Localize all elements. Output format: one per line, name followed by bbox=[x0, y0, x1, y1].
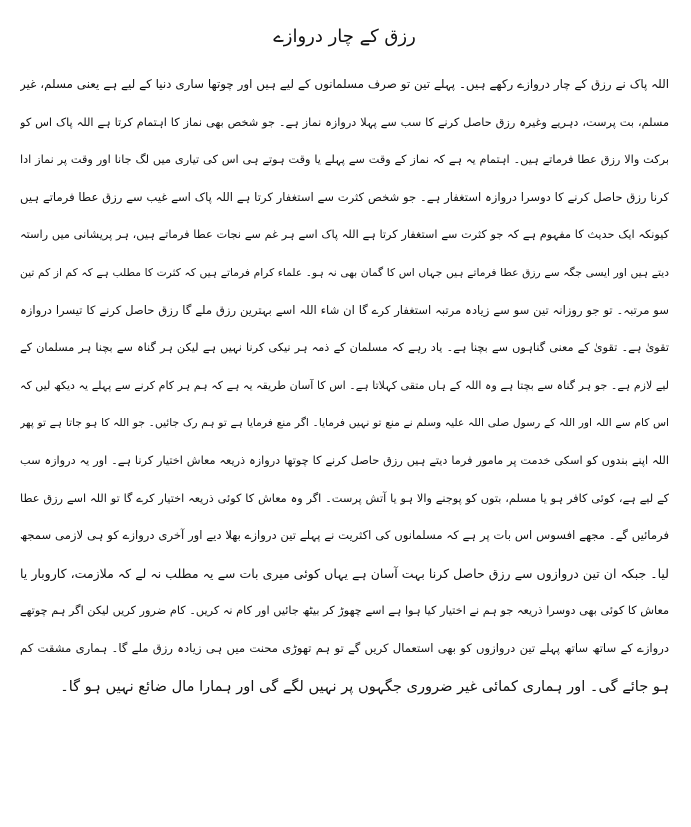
paragraph-line: مسلم، بت پرست، دہریے وغیرہ رزق حاصل کرنے کا سب سے پہلا دروازہ نماز ہے۔ جو شخص بھی نماز کا اہتمام کرتا ہے اللہ پاک اس کو bbox=[20, 115, 669, 129]
paragraph-line: اس کام سے اللہ اور اللہ کے رسول صلی اللہ علیہ وسلم نے منع تو نہیں فرمایا۔ اگر منع فرمایا ہے تو ہم رک جائیں۔ جو اللہ کا ہو جاتا ہے تو پھر bbox=[20, 416, 669, 430]
paragraph-line: لیا۔ جبکہ ان تین دروازوں سے رزق حاصل کرنا بہت آسان ہے یہاں کوئی میری بات سے یہ مطلب نہ لے کہ ملازمت، کاروبار یا bbox=[20, 565, 669, 581]
paragraph-line: تقویٰ ہے۔ تقویٰ کے معنی گناہوں سے بچنا ہے۔ یاد رہے کہ مسلمان کے ذمہ ہر نیکی کرنا نہیں ہے لیکن ہر گناہ سے بچنا ہر مسلمان کے bbox=[20, 341, 669, 355]
paragraph-line: ہو جائے گی۔ اور ہماری کمائی غیر ضروری جگہوں پر نہیں لگے گی اور ہمارا مال ضائع نہیں ہو گا۔ bbox=[60, 677, 669, 695]
paragraph-line: معاش کا کوئی بھی دوسرا ذریعہ جو ہم نے اختیار کیا ہوا ہے اسے چھوڑ کر بیٹھ جائیں اور کام نہ کریں۔ کام ضرور کریں لیکن اگر ہم چوتھے bbox=[20, 604, 669, 618]
paragraph-line: کیونکہ ایک حدیث کا مفہوم ہے کہ جو کثرت سے استغفار کرتا ہے اللہ پاک اسے ہر غم سے نجات عطا فرماتے ہیں، ہر پریشانی میں راستہ bbox=[20, 228, 669, 242]
paragraph-line: دروازے کے ساتھ ساتھ پہلے تین دروازوں کو بھی استعمال کریں گے تو ہم تھوڑی محنت میں ہی زیادہ رزق ملے گا۔ ہماری مشقت کم bbox=[20, 640, 669, 655]
paragraph-line: دیتے ہیں اور ایسی جگہ سے رزق عطا فرماتے ہیں جہاں اس کا گمان بھی نہ ہو۔ علماء کرام فرماتے ہیں کہ کثرت کا مطلب ہے کہ کم از کم تین bbox=[20, 265, 669, 279]
paragraph-line: اللہ پاک نے رزق کے چار دروازے رکھے ہیں۔ پہلے تین تو صرف مسلمانوں کے لیے ہیں اور چوتھا ساری دنیا کے لیے ہے یعنی مسلم، غیر bbox=[20, 77, 669, 91]
article-body bbox=[20, 66, 669, 705]
paragraph-line: کرنا رزق حاصل کرنے کا دوسرا دروازہ استغفار ہے۔ جو شخص کثرت سے استغفار کرتا ہے اللہ پاک اسے غیب سے رزق عطا فرماتے ہیں bbox=[20, 189, 669, 204]
paragraph-line: برکت والا رزق عطا فرماتے ہیں۔ اہتمام یہ ہے کہ نماز کے وقت سے پہلے یا وقت ہوتے ہی اس کی تیاری میں لگ جانا اور وقت پر نماز ادا bbox=[20, 153, 669, 167]
paragraph-line: کے لیے ہے، کوئی کافر ہو یا مسلم، بتوں کو پوجنے والا ہو یا آتش پرست۔ اگر وہ معاش کا کوئی ذریعہ اختیار کرے گا تو اللہ اسے رزق عطا bbox=[20, 491, 669, 505]
paragraph-line: اللہ اپنے بندوں کو اسکی خدمت پر مامور فرما دیتے ہیں رزق حاصل کرنے کا چوتھا دروازہ ذریعہ معاش اختیار کرنا ہے۔ اور یہ دروازہ سب bbox=[20, 453, 669, 467]
paragraph-line: فرمائیں گے۔ مجھے افسوس اس بات پر ہے کہ مسلمانوں کی اکثریت نے پہلے تین دروازے بھلا دیے اور آخری دروازے کو ہی لازمی سمجھ bbox=[20, 528, 669, 543]
paragraph-line: سو مرتبہ۔ تو جو روزانہ تین سو سے زیادہ مرتبہ استغفار کرے گا ان شاء اللہ اسے بہترین رزق ملے گا رزق حاصل کرنے کا تیسرا دروازہ bbox=[20, 302, 669, 317]
paragraph-line: لیے لازم ہے۔ جو ہر گناہ سے بچتا ہے وہ اللہ کے ہاں متقی کہلاتا ہے۔ اس کا آسان طریقہ یہ ہے کہ ہم ہر کام کرنے سے پہلے یہ دیکھ لیں کہ bbox=[20, 378, 669, 392]
page-title: رزق کے چار دروازے bbox=[273, 26, 416, 47]
